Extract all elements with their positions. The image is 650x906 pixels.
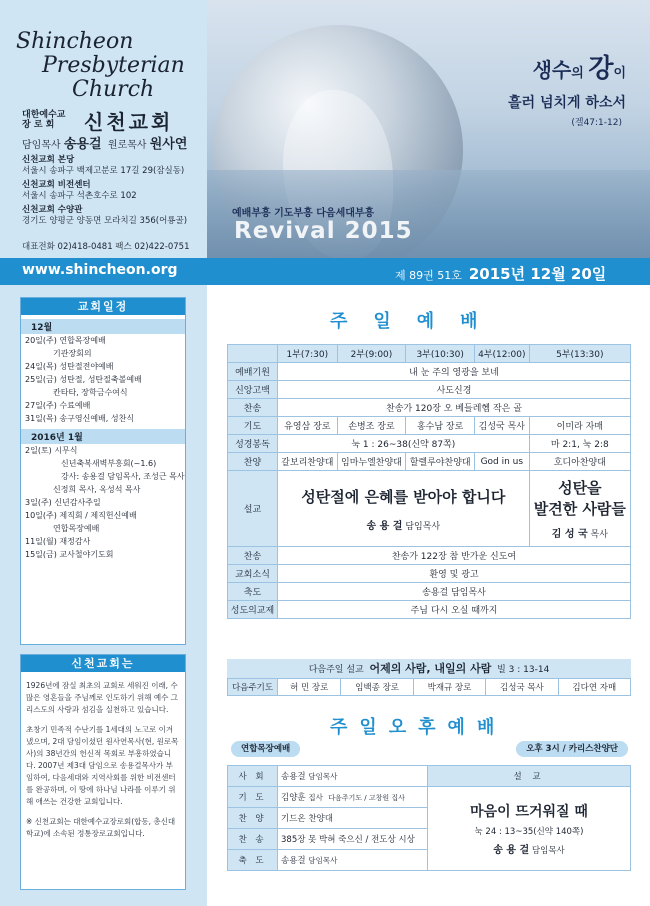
alt-sermon <box>529 471 630 547</box>
theme-particle-2: 이 <box>613 66 626 81</box>
prayer-person: 유영삼 장로 <box>278 417 338 435</box>
table-row <box>228 565 631 583</box>
issue-date: 2015년 12월 20일 <box>468 265 607 283</box>
sermon-preacher: 송 용 걸 <box>366 520 403 532</box>
praise-team: 기드온 찬양대 <box>278 808 428 829</box>
schedule-event: 강사: 송용걸 담임목사, 조성근 목사 <box>61 472 185 481</box>
location-1 <box>22 155 184 177</box>
scripture-main: 눅 1 : 26~38(신약 87쪽) <box>278 435 530 453</box>
about-paragraph-3: ※ 신천교회는 대한예수교장로회(합동, 총신대학교)에 소속된 정통장로교회입니다. <box>26 817 176 838</box>
schedule-event: 신정희 목사, 옥성석 목사 <box>53 485 141 494</box>
row-label: 다음주기도 <box>228 679 278 696</box>
issue-info <box>395 263 606 284</box>
schedule-list <box>21 319 185 561</box>
schedule-month: 2016년 1월 <box>21 429 185 444</box>
benediction: 송용걸 담임목사 <box>278 583 631 601</box>
row-label: 기 도 <box>228 787 278 808</box>
pastor-label: 담임목사 <box>22 140 61 151</box>
schedule-month: 12월 <box>21 319 185 334</box>
schedule-event: 3일(주) 신년감사주일 <box>25 498 101 507</box>
table-row <box>228 453 631 471</box>
location-address: 서울시 송파구 석촌호수로 102 <box>22 191 137 201</box>
church-news: 환영 및 광고 <box>278 565 631 583</box>
schedule-event: 10일(주) 제직회 / 제직헌신예배 <box>25 511 137 520</box>
prayer-person: 김성국 목사 <box>486 679 558 696</box>
prayer-name: 김양훈 <box>281 793 306 803</box>
schedule-title: 교회일정 <box>21 298 185 315</box>
scripture-alt: 마 2:1, 눅 2:8 <box>529 435 630 453</box>
afternoon-worship-title: 주일오후예배 <box>330 717 507 738</box>
choir: God in us <box>475 453 530 471</box>
leader-name: 송용걸 <box>281 772 306 782</box>
table-row <box>228 583 631 601</box>
time-choir-pill: 오후 3시 / 카리스찬양단 <box>516 741 628 757</box>
denomination-line-1: 대한예수교 <box>22 110 66 120</box>
sermon-title: 성탄절에 은혜를 받아야 합니다 <box>301 487 506 506</box>
table-row <box>228 381 631 399</box>
sunday-worship-table <box>227 344 631 619</box>
church-name-kr: 신천교회 <box>84 110 174 134</box>
location-3 <box>22 205 187 227</box>
alt-sermon-title-1: 성탄을 <box>558 479 602 497</box>
benediction-name: 송용걸 <box>281 856 306 866</box>
choir: 갈보리찬양대 <box>278 453 338 471</box>
service-2: 2부(9:00) <box>337 345 406 363</box>
pastor-name: 송용걸 <box>63 137 102 152</box>
revival-goals: 예배부흥 기도부흥 다음세대부흥 <box>232 208 375 219</box>
revival-title: Revival 2015 <box>234 218 413 244</box>
row-label: 설교 <box>228 471 278 547</box>
main-sermon <box>278 471 530 547</box>
schedule-event: 25일(금) 성탄절, 성탄절축볼예배 <box>25 375 142 384</box>
choir: 임마누엘찬양대 <box>337 453 406 471</box>
logo-line-1: Shincheon <box>16 29 134 54</box>
row-label: 찬 양 <box>228 808 278 829</box>
theme-line-2: 흘러 넘치게 하소서 <box>508 95 626 111</box>
theme-line-1 <box>533 48 626 85</box>
prayer-person: 이미라 자매 <box>529 417 630 435</box>
fellowship: 주님 다시 오실 때까지 <box>278 601 631 619</box>
afternoon-sermon-role: 담임목사 <box>531 846 565 856</box>
sermon-role: 담임목사 <box>405 521 441 532</box>
service-5: 5부(13:30) <box>529 345 630 363</box>
table-row <box>228 787 631 808</box>
afternoon-sermon-preacher: 송 용 걸 <box>493 845 530 856</box>
about-title: 신천교회는 <box>21 655 185 672</box>
prayer-person: 손병조 장로 <box>337 417 406 435</box>
row-label: 찬양 <box>228 453 278 471</box>
choir: 호디아찬양대 <box>529 453 630 471</box>
afternoon-sermon-title: 마음이 뜨거워질 때 <box>470 804 588 820</box>
location-address: 경기도 양평군 양동면 모라치길 356(어룡골) <box>22 216 188 226</box>
table-row <box>228 679 631 696</box>
service-3: 3부(10:30) <box>406 345 475 363</box>
leader-role: 담임목사 <box>308 772 338 781</box>
hymn: 385장 못 박혀 죽으신 / 전도상 시상 <box>278 829 428 850</box>
schedule-event: 칸타타, 장학금수여식 <box>53 388 128 397</box>
location-name: 신천교회 본당 <box>22 155 75 165</box>
prayer-person: 김다연 자매 <box>558 679 630 696</box>
location-name: 신천교회 수양관 <box>22 205 83 215</box>
alt-sermon-role: 목사 <box>590 530 608 540</box>
sunday-worship-title: 주일예배 <box>330 311 504 332</box>
service-header-row <box>228 345 631 363</box>
service-1: 1부(7:30) <box>278 345 338 363</box>
prayer-person: 홍수남 장로 <box>406 417 475 435</box>
prayer-person: 임백종 장로 <box>341 679 413 696</box>
denomination-line-2: 장 로 회 <box>22 120 55 130</box>
schedule-event: 11일(월) 재정감사 <box>25 537 91 546</box>
sermon-header: 설 교 <box>428 766 631 787</box>
benediction-role: 담임목사 <box>308 856 338 865</box>
phone-fax: 대표전화 02)418-0481 팩스 02)422-0751 <box>22 242 190 252</box>
logo-line-3: Church <box>72 77 155 102</box>
emeritus-label: 원로목사 <box>107 140 147 151</box>
about-paragraph-2: 초창기 민족적 수난기를 1세대의 노고로 이겨 냈으며, 2대 담임이셨던 원사연목사(현, 원로목사)의 38년간의 헌신적 목회로 부흥하였습니다. 2007년 제3대 담임으로 송용걸목사가 부임하여, 다음세대와 지역사회를 위한 비전센터를 완공하며, 이 땅에 하나님 나라를 이루기 위해 애쓰는 건강한 교회입니다. <box>26 725 179 806</box>
schedule-box <box>20 297 186 645</box>
prayer-person: 박재규 장로 <box>413 679 485 696</box>
row-label: 찬송 <box>228 547 278 565</box>
joint-cell-pill: 연합목장예배 <box>231 741 300 757</box>
prayer-person: 허 민 장로 <box>278 679 341 696</box>
location-2 <box>22 180 137 202</box>
alt-sermon-title-2: 발견한 사람들 <box>533 500 626 518</box>
service-4: 4부(12:00) <box>475 345 530 363</box>
row-label: 찬 송 <box>228 829 278 850</box>
creed: 사도신경 <box>278 381 631 399</box>
schedule-event: 20일(주) 연합목장예배 <box>25 336 106 345</box>
theme-reference: (겔47:1-12) <box>571 118 622 128</box>
schedule-event: 15일(금) 교사철야기도회 <box>25 550 114 559</box>
alt-sermon-preacher: 김 성 국 <box>551 529 588 540</box>
schedule-event: 24일(목) 성탄절전야예배 <box>25 362 114 371</box>
location-name: 신천교회 비전센터 <box>22 180 91 190</box>
row-label: 성경봉독 <box>228 435 278 453</box>
schedule-event: 기관장회의 <box>53 349 92 358</box>
table-row <box>228 601 631 619</box>
schedule-event: 31일(목) 송구영신예배, 성찬식 <box>25 414 135 423</box>
next-week-label: 다음주일 설교 <box>308 665 364 675</box>
location-address: 서울시 송파구 백제고분로 17길 29(잠실동) <box>22 166 185 176</box>
next-week-title: 어제의 사람, 내일의 사람 <box>369 662 492 675</box>
afternoon-sermon-ref: 눅 24 : 13~35(신약 140쪽) <box>474 827 584 837</box>
logo-line-2: Presbyterian <box>42 53 185 78</box>
closing-hymn: 찬송가 122장 참 반가운 신도여 <box>278 547 631 565</box>
table-row <box>228 435 631 453</box>
row-label: 성도의교제 <box>228 601 278 619</box>
about-box <box>20 654 186 890</box>
theme-word-1: 생수 <box>532 58 572 82</box>
choir: 할렐루야찬양대 <box>406 453 475 471</box>
website-link[interactable]: www.shincheon.org <box>22 262 178 278</box>
row-label: 축도 <box>228 583 278 601</box>
afternoon-sermon <box>428 787 631 871</box>
table-row <box>228 417 631 435</box>
church-logo-en <box>16 30 201 102</box>
opening-hymn: 찬송가 120장 오 베들레헴 작은 골 <box>278 399 631 417</box>
pastors <box>22 133 187 152</box>
next-week-ref: 빌 3 : 13-14 <box>497 665 550 675</box>
row-label: 기도 <box>228 417 278 435</box>
schedule-event: 27일(주) 수료예배 <box>25 401 91 410</box>
theme-particle-1: 의 <box>571 66 589 81</box>
schedule-event: 신년축복새벽부흥회(~1.6) <box>61 459 157 468</box>
table-row <box>228 399 631 417</box>
row-label: 신앙고백 <box>228 381 278 399</box>
issue-volume: 제 89권 51호 <box>395 269 462 282</box>
theme-word-2: 강 <box>588 54 614 84</box>
emeritus-name: 원사연 <box>149 137 188 152</box>
next-week-sermon <box>227 659 631 678</box>
schedule-event: 연합목장예배 <box>53 524 100 533</box>
next-prayer: 다음주기도 / 고창원 집사 <box>328 794 405 802</box>
row-label: 사 회 <box>228 766 278 787</box>
table-row <box>228 363 631 381</box>
row-label: 교회소식 <box>228 565 278 583</box>
row-label: 예배기원 <box>228 363 278 381</box>
call-to-worship: 내 눈 주의 영광을 보네 <box>278 363 631 381</box>
about-paragraph-1: 1926년에 잠실 최초의 교회로 세워진 이래, 수많은 영혼들을 주님께로 인도하기 위해 예수 그리스도의 사랑과 섬김을 실천하고 있습니다. <box>26 681 178 714</box>
schedule-event: 2일(토) 시무식 <box>25 446 78 455</box>
prayer-person: 김성국 목사 <box>475 417 530 435</box>
afternoon-worship-table <box>227 765 631 871</box>
table-row <box>228 766 631 787</box>
row-label: 찬송 <box>228 399 278 417</box>
table-row <box>228 547 631 565</box>
empty-cell <box>228 345 278 363</box>
prayer-role: 집사 <box>308 793 323 802</box>
next-week-prayer-table <box>227 678 631 696</box>
next-week-box <box>227 659 631 696</box>
table-row <box>228 471 631 547</box>
row-label: 축 도 <box>228 850 278 871</box>
denomination <box>22 110 65 130</box>
